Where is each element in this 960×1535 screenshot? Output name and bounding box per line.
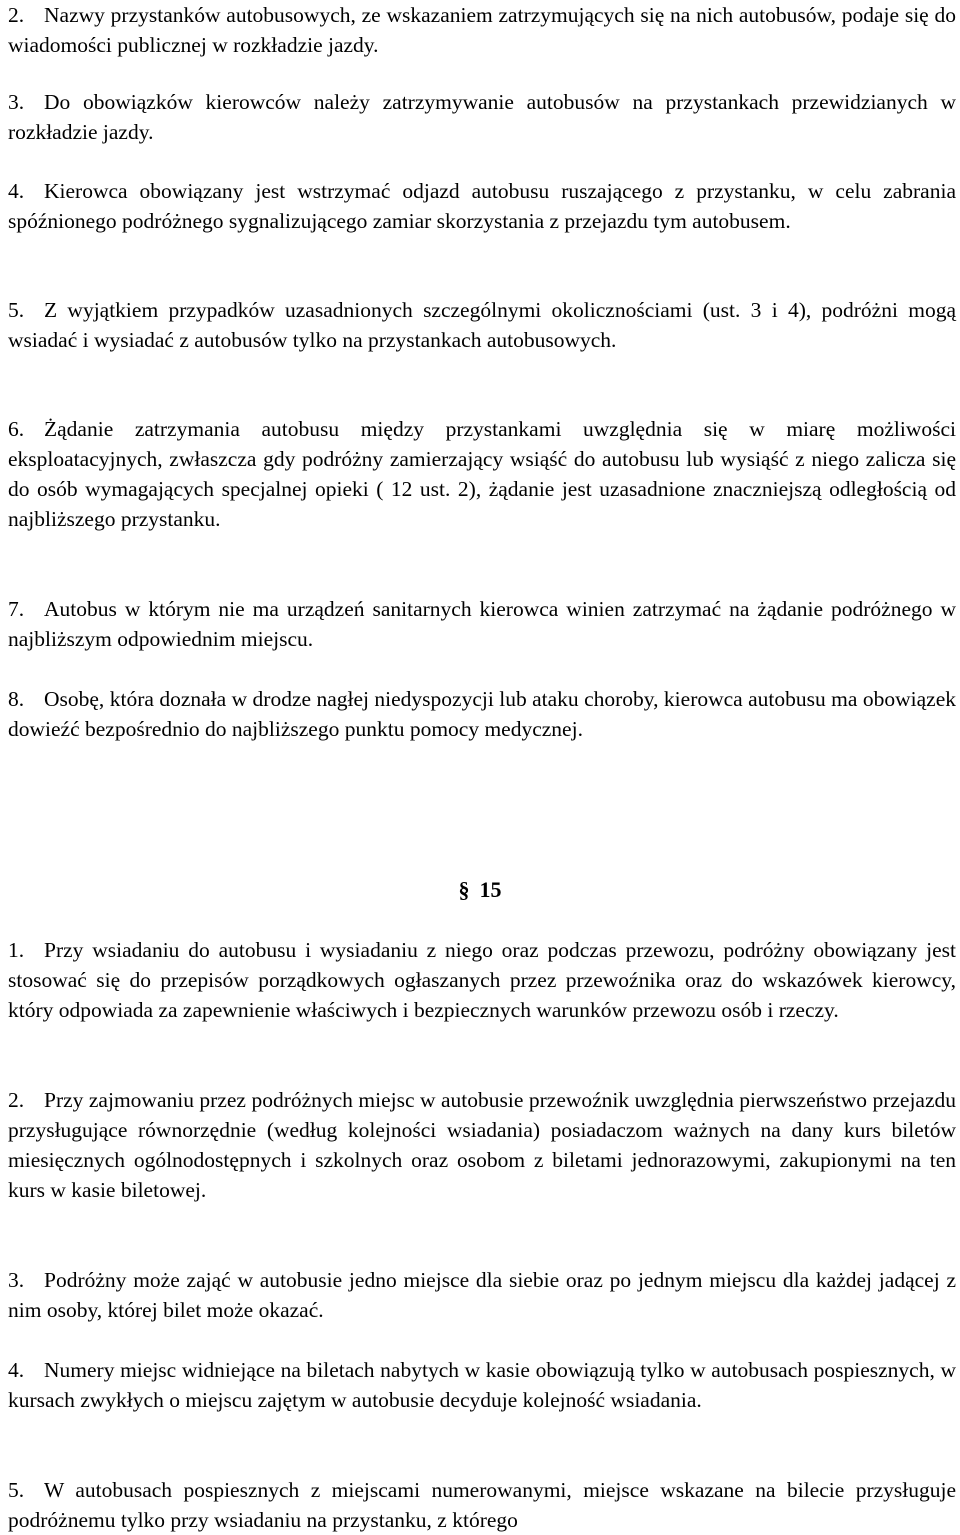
paragraph-text: Podróżny może zająć w autobusie jedno miejsce dla siebie oraz po jednym miejscu dla każdej jadącej z nim osoby, której bilet może okazać. [8, 1268, 956, 1322]
paragraph-text: W autobusach pospiesznych z miejscami numerowanymi, miejsce wskazane na bilecie przysługuje podróżnemu tylko przy wsiadaniu na przystanku, z którego [8, 1478, 956, 1532]
paragraph-text: Numery miejsc widniejące na biletach nabytych w kasie obowiązują tylko w autobusach pospiesznych, w kursach zwykłych o miejscu zajętym w autobusie decyduje kolejność wsiadania. [8, 1358, 956, 1412]
paragraph-text: Żądanie zatrzymania autobusu między przystankami uwzględnia się w miarę możliwości eksploatacyjnych, zwłaszcza gdy podróżny zamierzający wsiąść do autobusu lub wysiąść z niego zalicza się do osób wymagających specjalnej opieki ( 12 ust. 2), żądanie jest uzasadnione znaczniejszą odległością od najbliższego przystanku. [8, 417, 956, 531]
paragraph-number: 4. [8, 1358, 25, 1382]
paragraph-2 [8, 0, 956, 60]
paragraph-number: 4. [8, 179, 25, 203]
paragraph-number: 5. [8, 1478, 25, 1502]
paragraph-4 [8, 176, 956, 236]
paragraph-2-s15 [8, 1085, 956, 1205]
paragraph-text: Autobus w którym nie ma urządzeń sanitarnych kierowca winien zatrzymać na żądanie podróżnego w najbliższym odpowiednim miejscu. [8, 597, 956, 651]
section-heading [0, 875, 960, 905]
paragraph-text: Nazwy przystanków autobusowych, ze wskazaniem zatrzymujących się na nich autobusów, podaje się do wiadomości publicznej w rozkładzie jazdy. [8, 3, 956, 57]
paragraph-number: 6. [8, 417, 25, 441]
paragraph-number: 7. [8, 597, 25, 621]
paragraph-number: 3. [8, 1268, 25, 1292]
paragraph-8 [8, 684, 956, 744]
paragraph-6 [8, 414, 956, 534]
paragraph-number: 2. [8, 1088, 25, 1112]
paragraph-3-s15 [8, 1265, 956, 1325]
paragraph-number: 5. [8, 298, 25, 322]
paragraph-7 [8, 594, 956, 654]
paragraph-text: Do obowiązków kierowców należy zatrzymywanie autobusów na przystankach przewidzianych w rozkładzie jazdy. [8, 90, 956, 144]
paragraph-number: 1. [8, 938, 25, 962]
paragraph-4-s15 [8, 1355, 956, 1415]
paragraph-text: Przy zajmowaniu przez podróżnych miejsc w autobusie przewoźnik uwzględnia pierwszeństwo przejazdu przysługujące równorzędnie (według kolejności wsiadania) posiadaczom ważnych na dany kurs biletów miesięcznych ogólnodostępnych i szkolnych oraz osobom z biletami jednorazowymi, zakupionymi na ten kurs w kasie biletowej. [8, 1088, 956, 1202]
paragraph-5-s15 [8, 1475, 956, 1535]
paragraph-1-s15 [8, 935, 956, 1025]
paragraph-text: Przy wsiadaniu do autobusu i wysiadaniu z niego oraz podczas przewozu, podróżny obowiązany jest stosować się do przepisów porządkowych ogłaszanych przez przewoźnika oraz do wskazówek kierowcy, który odpowiada za zapewnienie właściwych i bezpiecznych warunków przewozu osób i rzeczy. [8, 938, 956, 1022]
paragraph-number: 8. [8, 687, 25, 711]
section-number: 15 [479, 877, 502, 902]
paragraph-number: 2. [8, 3, 25, 27]
paragraph-text: Kierowca obowiązany jest wstrzymać odjazd autobusu ruszającego z przystanku, w celu zabrania spóźnionego podróżnego sygnalizującego zamiar skorzystania z przejazdu tym autobusem. [8, 179, 956, 233]
paragraph-number: 3. [8, 90, 25, 114]
section-symbol: § [458, 877, 470, 902]
paragraph-5 [8, 295, 956, 355]
paragraph-text: Osobę, która doznała w drodze nagłej niedyspozycji lub ataku choroby, kierowca autobusu ma obowiązek dowieźć bezpośrednio do najbliższego punktu pomocy medycznej. [8, 687, 956, 741]
paragraph-text: Z wyjątkiem przypadków uzasadnionych szczególnymi okolicznościami (ust. 3 i 4), podróżni mogą wsiadać i wysiadać z autobusów tylko na przystankach autobusowych. [8, 298, 956, 352]
paragraph-3 [8, 87, 956, 147]
